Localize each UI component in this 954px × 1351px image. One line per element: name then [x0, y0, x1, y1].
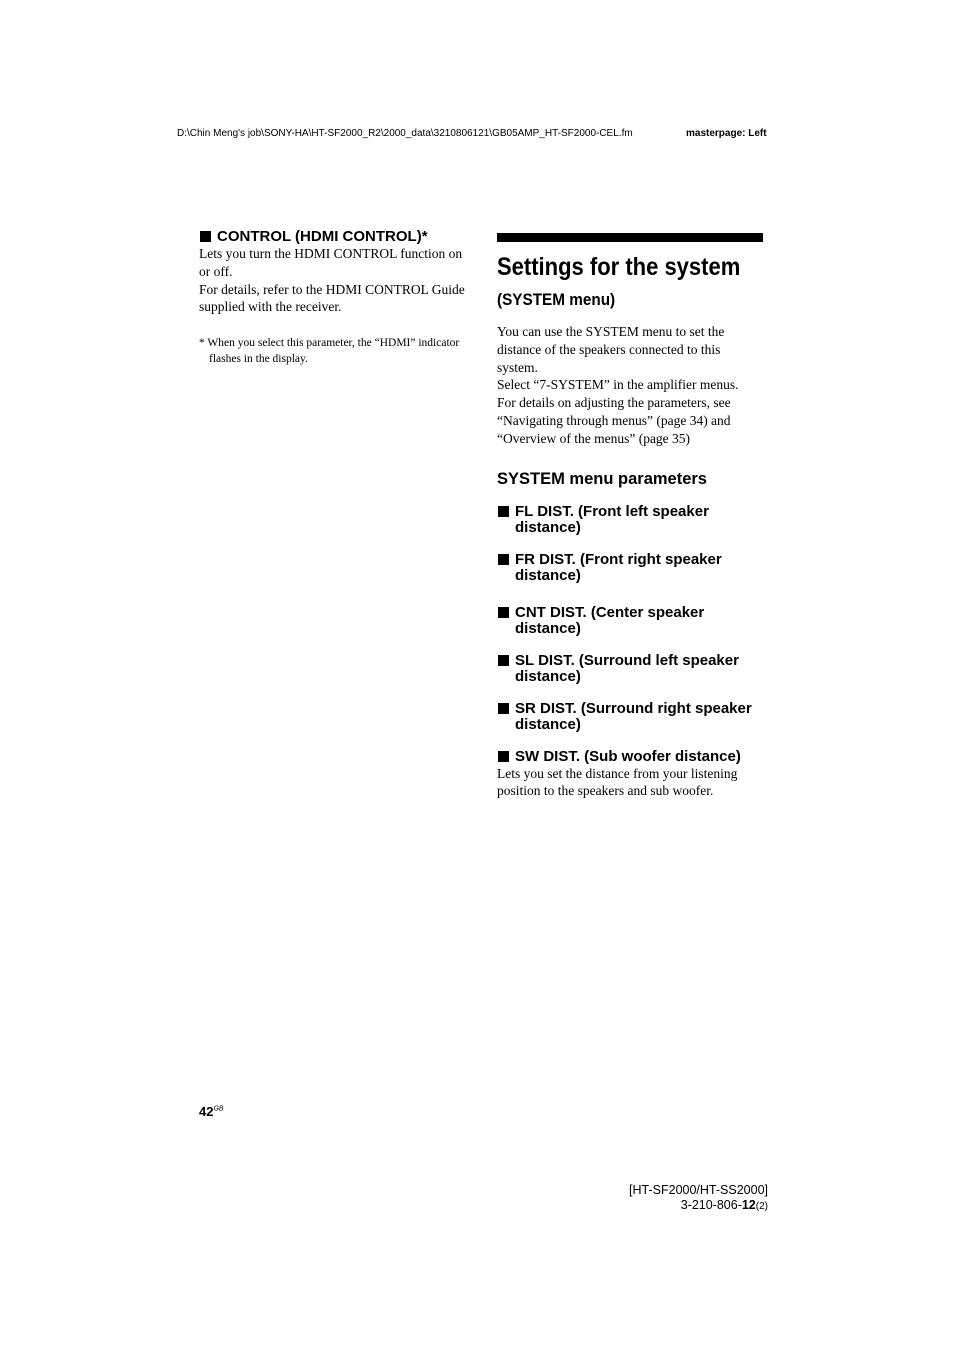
section-heading: SYSTEM menu parameters [497, 469, 707, 488]
intro-paragraph-2: Select “7-SYSTEM” in the amplifier menus. [497, 377, 739, 393]
param-fl-dist: FL DIST. (Front left speaker distance) [497, 504, 763, 536]
page-suffix: GB [213, 1105, 224, 1113]
param-sl-dist: SL DIST. (Surround left speaker distance) [497, 653, 763, 685]
control-body-1: Lets you turn the HDMI CONTROL function on or off. [199, 246, 463, 279]
footer-code [629, 1183, 768, 1214]
intro-paragraph-3: For details on adjusting the parameters, see “Navigating through menus” (page 34) and “Overview of the menus” (page 35) [497, 395, 731, 446]
square-bullet-icon [498, 506, 509, 517]
square-bullet-icon [200, 231, 211, 242]
title-rule [497, 233, 763, 242]
param-sr-dist: SR DIST. (Surround right speaker distance) [497, 701, 763, 733]
page-number: $42^{GB}$ [199, 1104, 224, 1119]
right-column [497, 233, 763, 800]
square-bullet-icon [498, 655, 509, 666]
intro-paragraph-1: You can use the SYSTEM menu to set the distance of the speakers connected to this system. [497, 324, 725, 375]
page-subtitle: (SYSTEM menu) [497, 290, 616, 309]
param-cnt-dist: CNT DIST. (Center speaker distance) [497, 605, 763, 637]
intro-text [497, 323, 763, 448]
square-bullet-icon [498, 703, 509, 714]
header-masterpage: masterpage: Left [686, 128, 767, 139]
footnote: * When you select this parameter, the “HDMI” indicator flashes in the display. [199, 337, 460, 366]
param-sw-dist: SW DIST. (Sub woofer distance) [497, 749, 763, 765]
footer-model: [HT-SF2000/HT-SS2000] [629, 1183, 768, 1197]
param-fr-dist: FR DIST. (Front right speaker distance) [497, 552, 763, 584]
header-file-path: D:\Chin Meng's job\SONY-HA\HT-SF2000_R2\2000_data\3210806121\GB05AMP_HT-SF2000-CEL.fm [177, 128, 633, 139]
control-body-2: For details, refer to the HDMI CONTROL Guide supplied with the receiver. [199, 281, 465, 315]
page-title: Settings for the system [497, 253, 741, 281]
square-bullet-icon [498, 554, 509, 565]
param-heading-control: CONTROL (HDMI CONTROL)* [199, 229, 474, 245]
square-bullet-icon [498, 751, 509, 762]
left-column [199, 229, 474, 367]
square-bullet-icon [498, 607, 509, 618]
control-description [199, 245, 474, 316]
param-description: Lets you set the distance from your listening position to the speakers and sub woofer. [497, 765, 738, 799]
footer-part-number: 3-210-806-12(2) [680, 1198, 768, 1212]
